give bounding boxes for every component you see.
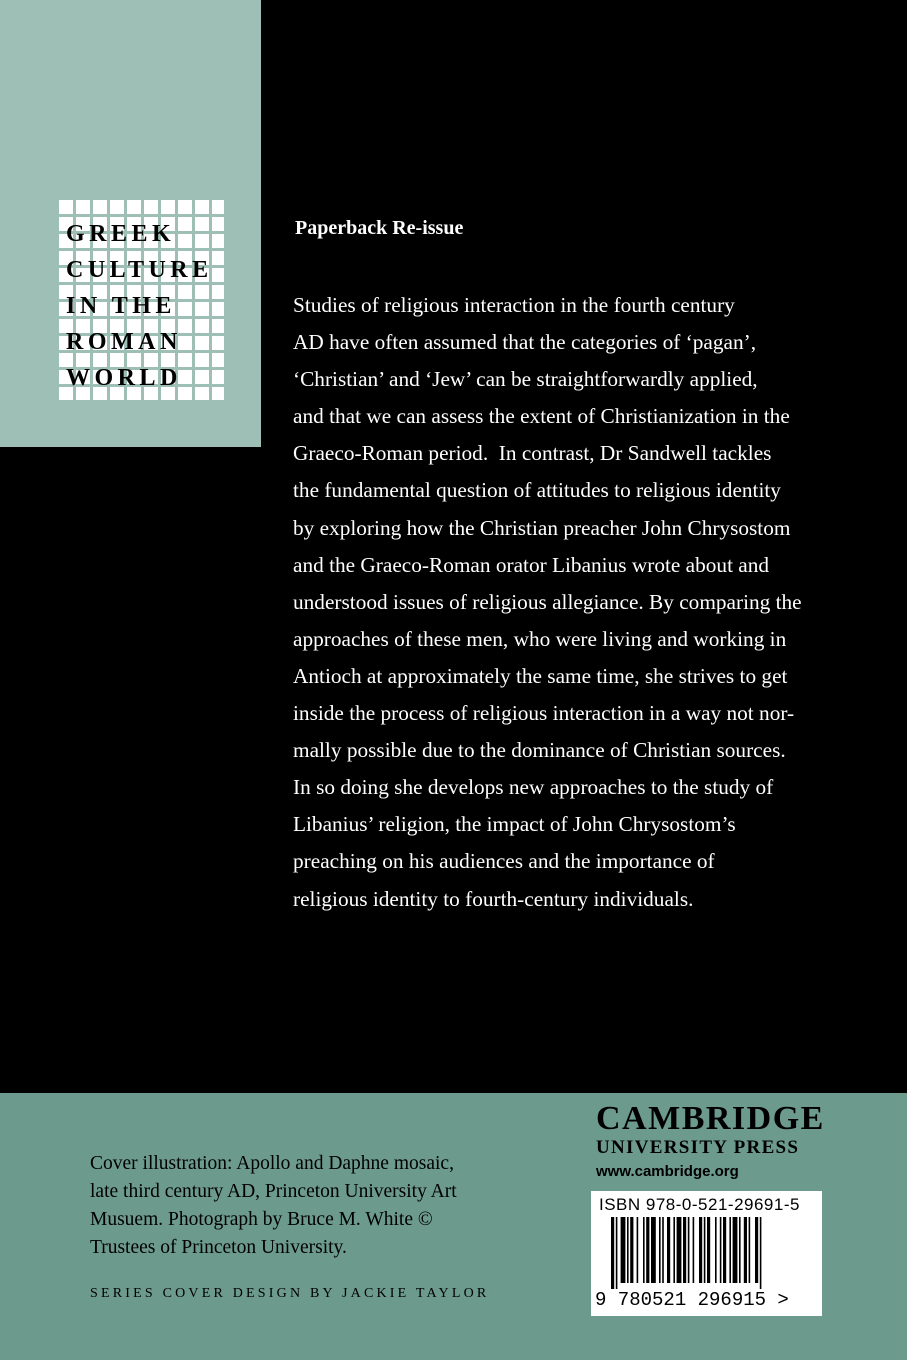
book-description bbox=[293, 287, 873, 918]
barcode-bar bbox=[733, 1217, 738, 1283]
barcode-bar bbox=[749, 1217, 751, 1283]
series-design-credit: SERIES COVER DESIGN BY JACKIE TAYLOR bbox=[90, 1286, 490, 1301]
description-line: and that we can assess the extent of Christianization in the bbox=[293, 404, 790, 429]
description-line: Graeco-Roman period. In contrast, Dr Sandwell tackles bbox=[293, 441, 772, 466]
description-line: inside the process of religious interaction in a way not nor- bbox=[293, 701, 795, 726]
barcode-bar bbox=[646, 1217, 649, 1283]
description-line: AD have often assumed that the categories of ‘pagan’, bbox=[293, 330, 757, 355]
barcode-bar bbox=[621, 1217, 626, 1283]
description-line: by exploring how the Christian preacher John Chrysostom bbox=[293, 515, 791, 540]
barcode-bar bbox=[616, 1217, 618, 1289]
description-line: preaching on his audiences and the importance of bbox=[293, 849, 715, 874]
barcode-bar bbox=[688, 1217, 690, 1283]
barcode-bar bbox=[673, 1217, 675, 1283]
barcode-bar bbox=[704, 1217, 706, 1283]
publisher-logo bbox=[596, 1101, 836, 1182]
barcode-bar bbox=[651, 1217, 656, 1283]
credit-line: Trustees of Princeton University. bbox=[90, 1237, 347, 1258]
description-line: approaches of these men, who were living and working in bbox=[293, 626, 787, 651]
description-line: Libanius’ religion, the impact of John Chrysostom’s bbox=[293, 812, 736, 837]
barcode-bar bbox=[659, 1217, 661, 1283]
description-line: the fundamental question of attitudes to religious identity bbox=[293, 478, 781, 503]
barcode-bar bbox=[720, 1217, 722, 1283]
description-line: mally possible due to the dominance of Christian sources. bbox=[293, 738, 786, 763]
description-line: Studies of religious interaction in the fourth century bbox=[293, 293, 735, 317]
publisher-name: CAMBRIDGE bbox=[596, 1100, 825, 1137]
description-line: understood issues of religious allegiance. By comparing the bbox=[293, 589, 802, 614]
series-title-line: IN THE bbox=[66, 293, 176, 319]
description-line: and the Graeco-Roman orator Libanius wrote about and bbox=[293, 552, 770, 577]
description-line: ‘Christian’ and ‘Jew’ can be straightforwardly applied, bbox=[293, 367, 758, 392]
publisher-press: UNIVERSITY PRESS bbox=[596, 1137, 800, 1158]
isbn-barcode-box bbox=[591, 1191, 822, 1316]
series-title-line: CULTURE bbox=[66, 257, 213, 283]
barcode-bar bbox=[693, 1217, 695, 1283]
barcode-bar bbox=[637, 1217, 639, 1283]
credit-line: late third century AD, Princeton University Art bbox=[90, 1181, 457, 1202]
barcode-icon bbox=[611, 1217, 806, 1289]
series-title-line: ROMAN bbox=[66, 329, 182, 355]
credit-line: Musuem. Photograph by Bruce M. White © bbox=[90, 1209, 433, 1230]
barcode-bar bbox=[739, 1217, 741, 1283]
barcode-bar bbox=[699, 1217, 702, 1283]
publisher-url: www.cambridge.org bbox=[596, 1163, 739, 1180]
reissue-label: Paperback Re-issue bbox=[295, 217, 464, 239]
series-title-line: GREEK bbox=[66, 221, 176, 247]
barcode-digits: 9 780521 296915 > bbox=[595, 1289, 789, 1311]
cover-illustration-credit bbox=[90, 1150, 457, 1262]
barcode-bar bbox=[667, 1217, 670, 1283]
barcode-bar bbox=[662, 1217, 664, 1283]
barcode-bar bbox=[723, 1217, 726, 1283]
barcode-bar bbox=[744, 1217, 747, 1283]
barcode-bar bbox=[755, 1217, 758, 1283]
barcode-bar bbox=[683, 1217, 686, 1283]
barcode-bar bbox=[729, 1217, 731, 1283]
barcode-bar bbox=[760, 1217, 762, 1289]
barcode-bar bbox=[627, 1217, 629, 1283]
isbn-label: ISBN 978-0-521-29691-5 bbox=[599, 1195, 800, 1214]
description-line: religious identity to fourth-century individuals. bbox=[293, 886, 694, 911]
barcode-bar bbox=[643, 1217, 645, 1283]
barcode-bar bbox=[707, 1217, 710, 1283]
credit-line: Cover illustration: Apollo and Daphne mosaic, bbox=[90, 1153, 454, 1174]
series-title-line: WORLD bbox=[66, 365, 182, 391]
series-title bbox=[66, 216, 226, 396]
barcode-bar bbox=[611, 1217, 614, 1289]
description-line: In so doing she develops new approaches to the study of bbox=[293, 775, 774, 800]
barcode-bar bbox=[715, 1217, 717, 1283]
barcode-bar bbox=[677, 1217, 682, 1283]
description-line: Antioch at approximately the same time, she strives to get bbox=[293, 663, 788, 688]
barcode-bar bbox=[630, 1217, 633, 1283]
